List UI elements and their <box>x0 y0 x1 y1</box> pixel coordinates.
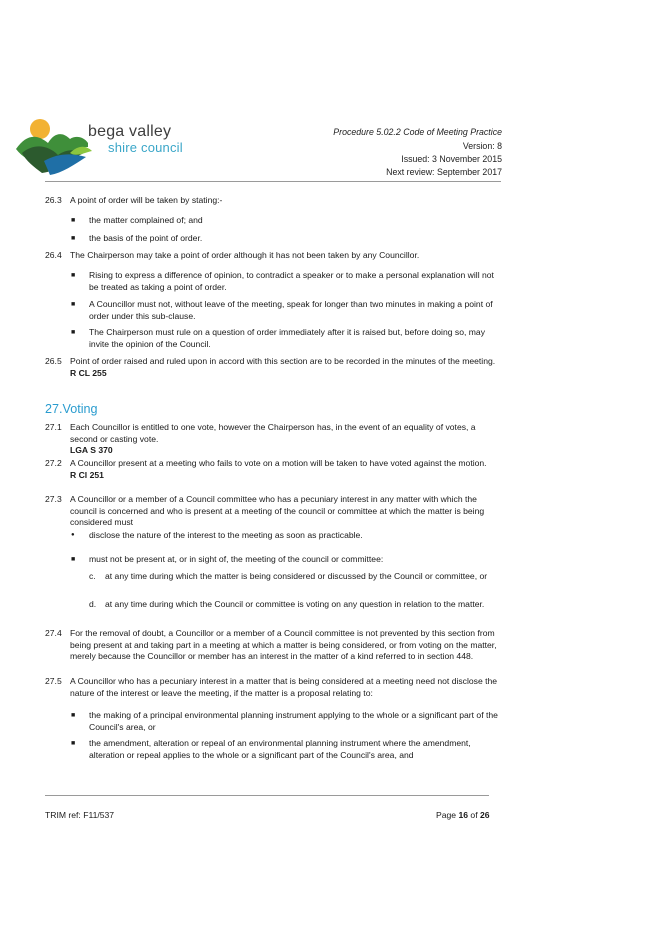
section-heading: 27.Voting <box>45 402 98 416</box>
clause-number: 27.3 <box>45 494 62 504</box>
list-item-text: Rising to express a difference of opinion, to contradict a speaker or to make a personal explanation will not be treated as taking a point of order. <box>89 270 494 292</box>
list-item-text: A Councillor must not, without leave of the meeting, speak for longer than two minutes in making a point of order under this sub-clause. <box>89 299 493 321</box>
reference-label: LGA S 370 <box>70 445 113 456</box>
clause-number: 27.1 <box>45 422 62 432</box>
list-item-text: must not be present at, or in sight of, the meeting of the council or committee: <box>89 554 384 564</box>
footer-divider <box>45 795 489 796</box>
list-item-text: the amendment, alteration or repeal of an environmental planning instrument where the amendment, alteration or repeal applies to the whole or a significant part of the Council's area, and <box>89 738 471 760</box>
bullet-icon: ■ <box>71 301 76 308</box>
clause-text: Point of order raised and ruled upon in accord with this section are to be recorded in the minutes of the meeting. <box>70 356 496 366</box>
clause-number: 27.2 <box>45 458 62 468</box>
clause-26-5 <box>45 356 500 392</box>
list-item-text: The Chairperson must rule on a question of order immediately after it is raised but, before doing so, may invite the opinion of the Council. <box>89 327 485 349</box>
logo-line-2: shire council <box>108 140 183 155</box>
next-review-date: Next review: September 2017 <box>386 167 502 177</box>
bullet-icon: ■ <box>71 740 76 747</box>
clause-number: 26.5 <box>45 356 62 366</box>
clause-text: The Chairperson may take a point of order although it has not been taken by any Councillor. <box>70 250 420 260</box>
logo-line-1: bega valley <box>88 123 172 140</box>
clause-text: Each Councillor is entitled to one vote, however the Chairperson has, in the event of an equality of votes, a second or casting vote. <box>70 422 476 444</box>
issued-date: Issued: 3 November 2015 <box>401 154 502 164</box>
clause-text: A Councillor present at a meeting who fails to vote on a motion will be taken to have voted against the motion. <box>70 458 487 468</box>
bullet-icon: ■ <box>71 217 76 224</box>
clause-number: 26.4 <box>45 250 62 260</box>
bullet-icon: ■ <box>71 235 76 242</box>
bullet-icon: ■ <box>71 712 76 719</box>
bullet-icon: ■ <box>71 556 76 563</box>
trim-reference: TRIM ref: F11/537 <box>45 810 115 820</box>
reference-label: R Cl 251 <box>70 469 104 480</box>
page-of: of <box>468 810 480 820</box>
reference-label: R CL 255 <box>70 367 107 378</box>
sub-list-text: at any time during which the Council or committee is voting on any question in relation to the matter. <box>105 599 485 609</box>
procedure-title: Procedure 5.02.2 Code of Meeting Practice <box>333 127 502 137</box>
sub-list-letter: d. <box>89 599 97 609</box>
clause-text: A Councillor who has a pecuniary interest in a matter that is being considered at a meeting need not disclose the nature of the interest or leave the meeting, if the matter is a proposal relating to: <box>70 676 498 698</box>
current-page: 16 <box>458 810 469 820</box>
bullet-icon: ■ <box>71 272 76 279</box>
bullet-icon: ■ <box>71 329 76 336</box>
list-item-text: disclose the nature of the interest to the meeting as soon as practicable. <box>89 530 363 540</box>
clause-text: A Councillor or a member of a Council committee who has a pecuniary interest in any matter with which the council is concerned and who is present at a meeting of the council or committee at which the matter is being considered must <box>70 494 485 528</box>
clause-number: 27.5 <box>45 676 62 686</box>
sub-list-letter: c. <box>89 571 96 581</box>
total-pages: 26 <box>479 810 490 820</box>
page-number <box>436 810 490 822</box>
bullet-icon: ● <box>71 532 75 538</box>
list-item-text: the basis of the point of order. <box>89 233 203 243</box>
list-item-text: the making of a principal environmental planning instrument applying to the whole or a significant part of the Council's area, or <box>89 710 498 732</box>
list-item-text: the matter complained of; and <box>89 215 203 225</box>
header-divider <box>45 181 501 182</box>
clause-number: 26.3 <box>45 195 62 205</box>
clause-text: A point of order will be taken by stating:- <box>70 195 223 205</box>
clause-text: For the removal of doubt, a Councillor or a member of a Council committee is not prevented by this section from being present at and taking part in a meeting at which a matter is being considered, or from voting on the matter, merely because the Councillor or member has an interest in the matter of a kind referred to in section 448. <box>70 628 497 662</box>
sub-list-text: at any time during which the matter is being considered or discussed by the Council or committee, or <box>105 571 488 581</box>
clause-number: 27.4 <box>45 628 62 638</box>
version-label: Version: 8 <box>462 141 502 151</box>
page-prefix: Page <box>436 810 459 820</box>
